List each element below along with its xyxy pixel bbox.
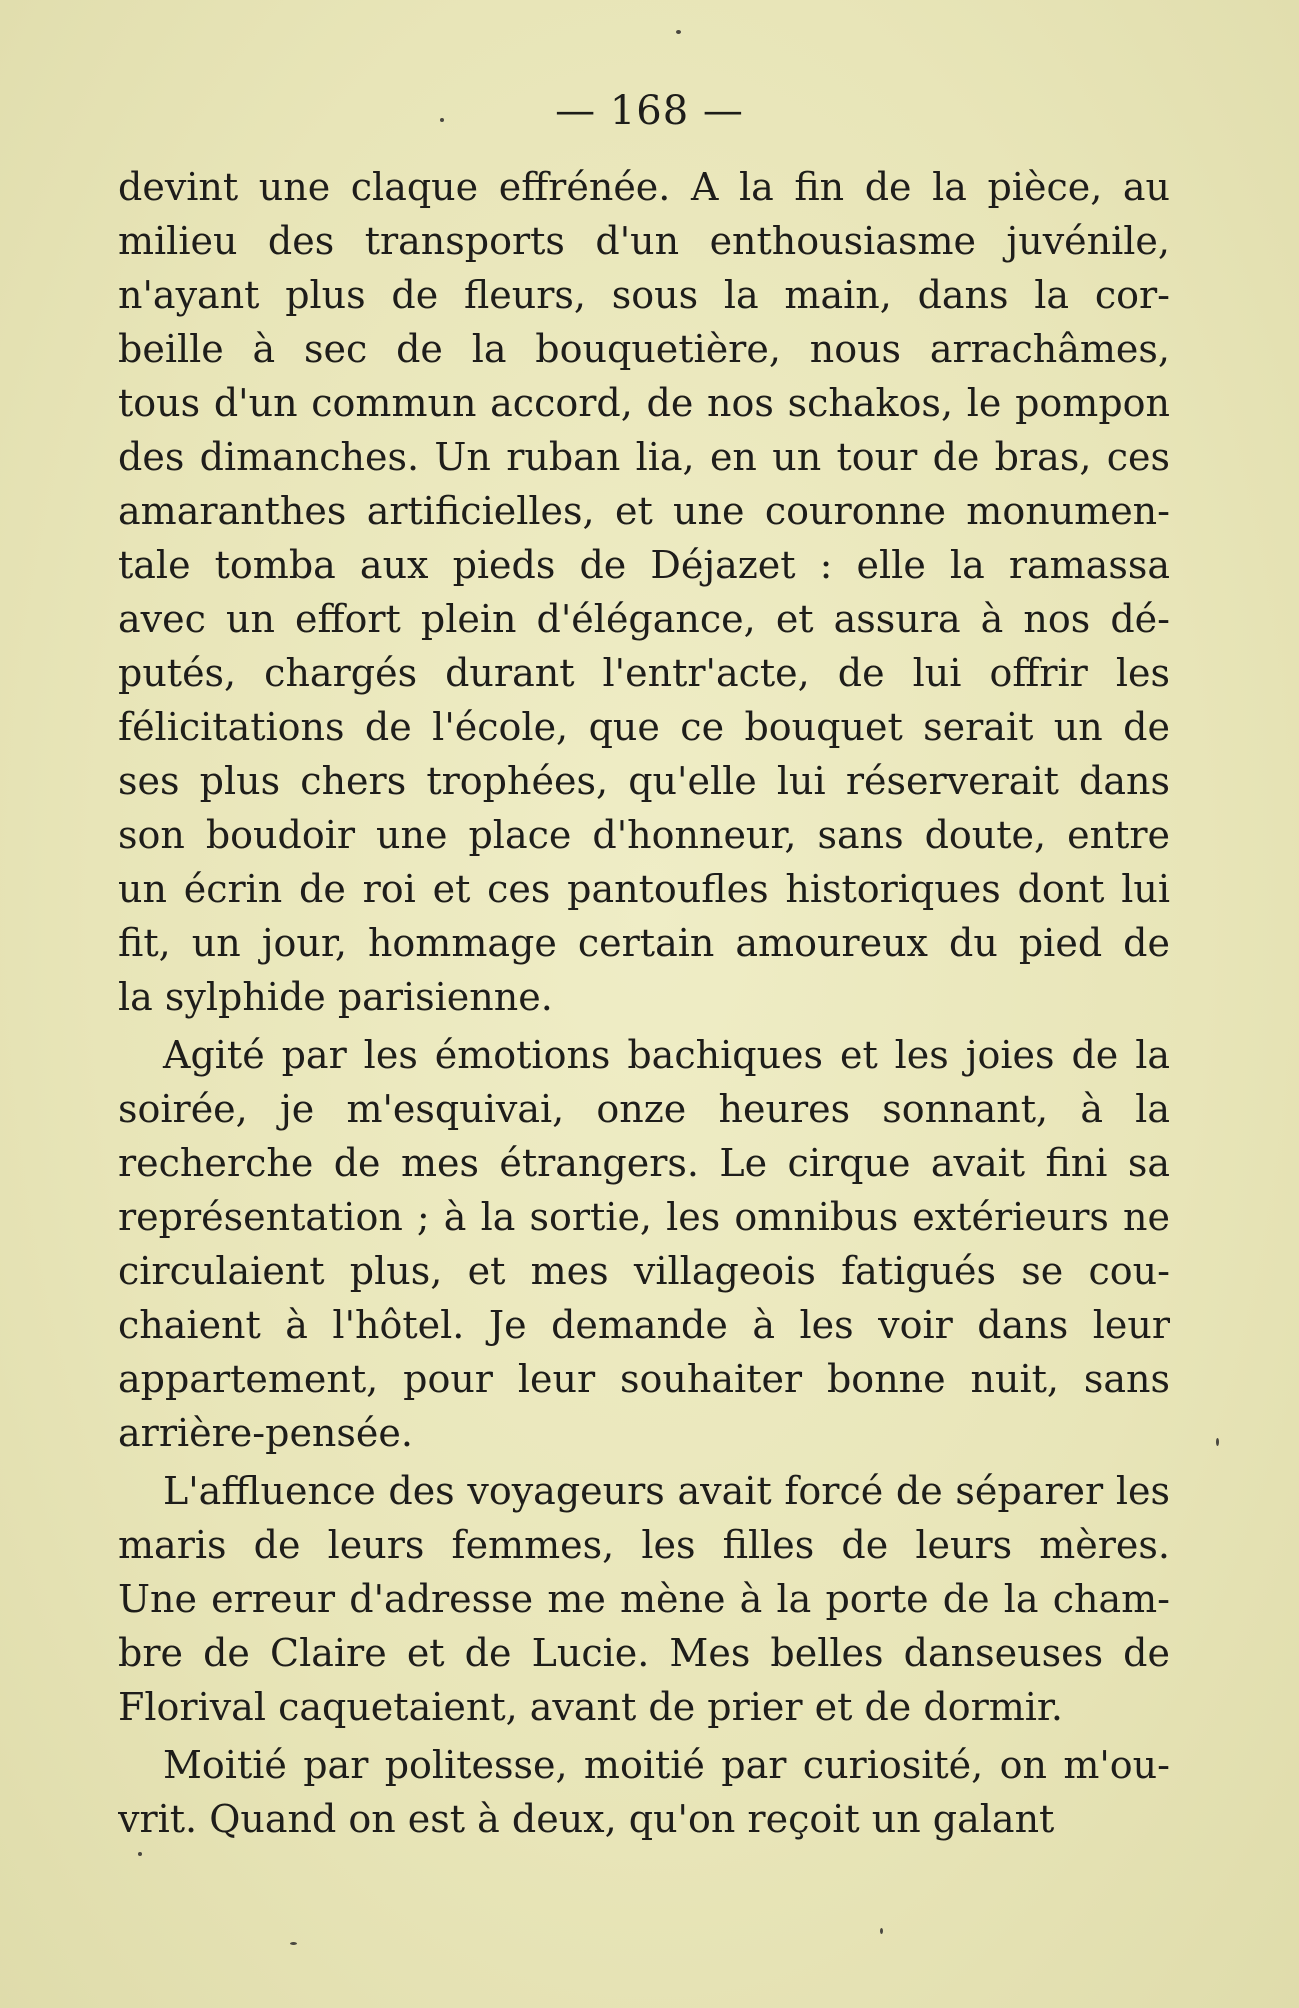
print-speck [440, 118, 444, 122]
text-line: Agité par les émotions bachiques et les joies de la [163, 1033, 1170, 1077]
text-line: devint une claque effrénée. A la fin de la pièce, au [118, 165, 1170, 209]
text-line: fit, un jour, hommage certain amoureux du pied de [118, 921, 1170, 965]
page-number: — 168 — [555, 88, 744, 134]
text-line: tous d'un commun accord, de nos schakos, le pompon [118, 381, 1170, 425]
text-line: des dimanches. Un ruban lia, en un tour de bras, ces [118, 435, 1170, 479]
text-line: un écrin de roi et ces pantoufles historiques dont lui [118, 867, 1170, 911]
text-line: ses plus chers trophées, qu'elle lui réserverait dans [118, 759, 1170, 803]
text-line: putés, chargés durant l'entr'acte, de lui offrir les [118, 651, 1170, 695]
body-text [118, 160, 1170, 1846]
text-line: Florival caquetaient, avant de prier et de dormir. [118, 1685, 1063, 1729]
text-line: soirée, je m'esquivai, onze heures sonnant, à la [118, 1087, 1170, 1131]
print-speck [676, 30, 681, 34]
text-line: n'ayant plus de fleurs, sous la main, dans la cor- [118, 273, 1170, 317]
text-line: maris de leurs femmes, les filles de leurs mères. [118, 1523, 1170, 1567]
text-line: vrit. Quand on est à deux, qu'on reçoit un galant [118, 1797, 1055, 1841]
text-line: circulaient plus, et mes villageois fatigués se cou- [118, 1249, 1170, 1293]
print-speck [290, 1942, 297, 1945]
text-line: amaranthes artificielles, et une couronne monumen- [118, 489, 1170, 533]
print-speck [1216, 1438, 1219, 1446]
text-line: tale tomba aux pieds de Déjazet : elle la ramassa [118, 543, 1170, 587]
text-line: la sylphide parisienne. [118, 975, 553, 1019]
paragraph [118, 160, 1170, 1024]
text-line: milieu des transports d'un enthousiasme juvénile, [118, 219, 1170, 263]
text-line: arrière-pensée. [118, 1411, 413, 1455]
text-line: beille à sec de la bouquetière, nous arrachâmes, [118, 327, 1170, 371]
paragraph [118, 1028, 1170, 1460]
text-line: bre de Claire et de Lucie. Mes belles danseuses de [118, 1631, 1170, 1675]
text-line: Moitié par politesse, moitié par curiosité, on m'ou- [163, 1743, 1170, 1787]
print-speck [138, 1852, 142, 1856]
text-line: son boudoir une place d'honneur, sans doute, entre [118, 813, 1170, 857]
text-line: félicitations de l'école, que ce bouquet serait un de [118, 705, 1170, 749]
text-line: appartement, pour leur souhaiter bonne nuit, sans [118, 1357, 1170, 1401]
text-line: chaient à l'hôtel. Je demande à les voir dans leur [118, 1303, 1170, 1347]
text-line: recherche de mes étrangers. Le cirque avait fini sa [118, 1141, 1170, 1185]
text-line: Une erreur d'adresse me mène à la porte de la cham- [118, 1577, 1170, 1621]
print-speck [880, 1928, 883, 1934]
text-line: L'affluence des voyageurs avait forcé de séparer les [163, 1469, 1170, 1513]
paragraph [118, 1464, 1170, 1734]
paragraph [118, 1738, 1170, 1846]
text-line: avec un effort plein d'élégance, et assura à nos dé- [118, 597, 1170, 641]
text-line: représentation ; à la sortie, les omnibus extérieurs ne [118, 1195, 1170, 1239]
